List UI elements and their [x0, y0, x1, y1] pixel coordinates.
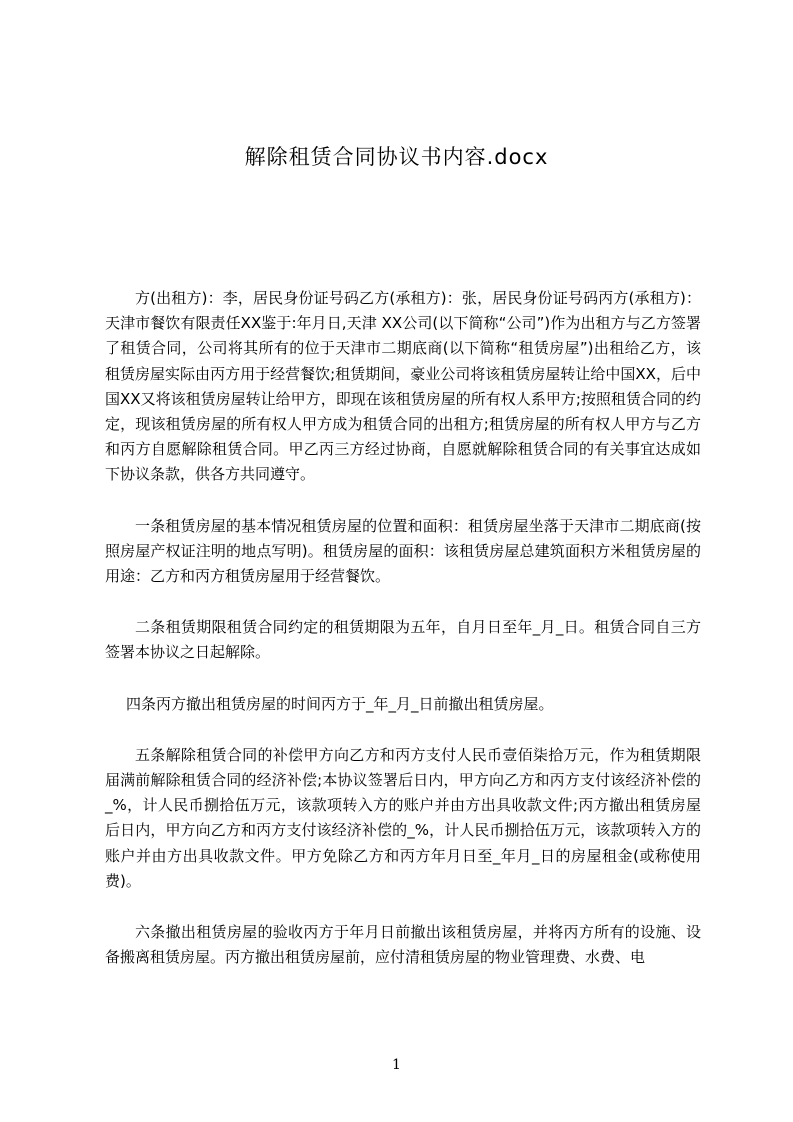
paragraph-article-2: 二条租赁期限租赁合同约定的租赁期限为五年，自月日至年_月_日。租赁合同自三方签署本协议之日起解除。	[105, 618, 701, 662]
paragraph-article-4: 四条丙方撤出租赁房屋的时间丙方于_年_月_日前撤出租赁房屋。	[126, 694, 554, 713]
paragraph-article-1: 一条租赁房屋的基本情况租赁房屋的位置和面积：租赁房屋坐落于天津市二期底商(按照房屋产权证注明的地点写明)。租赁房屋的面积：该租赁房屋总建筑面积方米租赁房屋的用途：乙方和丙方租赁房屋用于经营餐饮。	[105, 516, 701, 586]
paragraph-article-6: 六条撤出租赁房屋的验收丙方于年月日前撤出该租赁房屋，并将丙方所有的设施、设备搬离租赁房屋。丙方撤出租赁房屋前，应付清租赁房屋的物业管理费、水费、电	[105, 923, 701, 967]
document-body	[105, 286, 701, 996]
paragraph-article-5: 五条解除租赁合同的补偿甲方向乙方和丙方支付人民币壹佰柒拾万元，作为租赁期限届满前解除租赁合同的经济补偿;本协议签署后日内，甲方向乙方和丙方支付该经济补偿的_%，计人民币捌拾伍万元，该款项转入方的账户并由方出具收款文件;丙方撤出租赁房屋后日内，甲方向乙方和丙方支付该经济补偿的_%，计人民币捌拾伍万元，该款项转入方的账户并由方出具收款文件。甲方免除乙方和丙方年月日至_年月_日的房屋租金(或称使用费)。	[105, 745, 701, 890]
paragraph-parties: 方(出租方)：李，居民身份证号码乙方(承租方)：张，居民身份证号码丙方(承租方)：天津市餐饮有限责任XX鉴于:年月日,天津 XX公司(以下简称“公司”)作为出租方与乙方签署了租赁合同，公司将其所有的位于天津市二期底商(以下简称“租赁房屋”)出租给乙方，该租赁房屋实际由丙方用于经营餐饮;租赁期间，豪业公司将该租赁房屋转让给中国XX，后中国XX又将该租赁房屋转让给甲方，即现在该租赁房屋的所有权人系甲方;按照租赁合同的约定，现该租赁房屋的所有权人甲方成为租赁合同的出租方;租赁房屋的所有权人甲方与乙方和丙方自愿解除租赁合同。甲乙丙三方经过协商，自愿就解除租赁合同的有关事宜达成如下协议条款，供各方共同遵守。	[105, 289, 701, 484]
page-number: 1	[392, 1057, 401, 1073]
document-title: 解除租赁合同协议书内容.docx	[244, 145, 549, 169]
